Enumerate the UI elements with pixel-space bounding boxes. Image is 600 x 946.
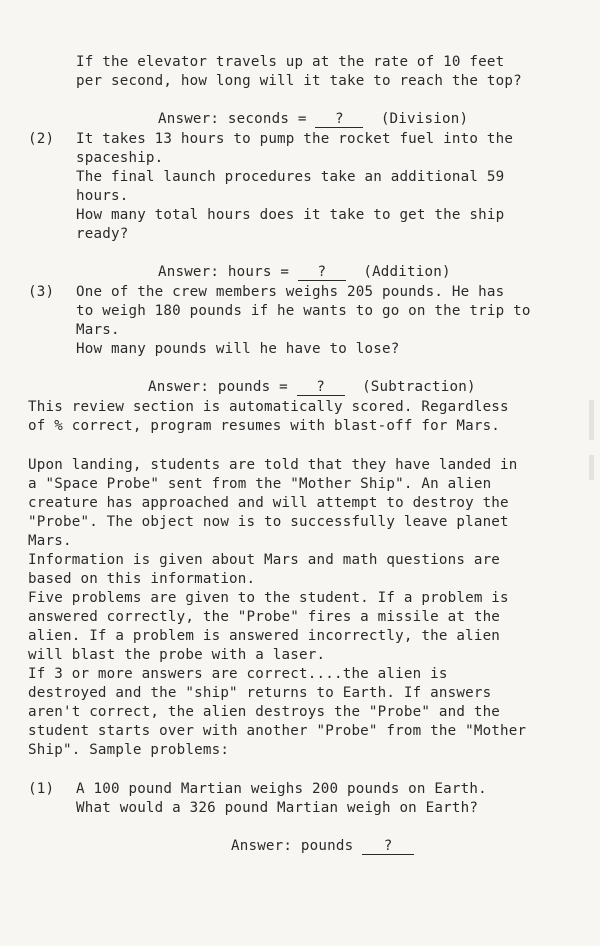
q2-text-line: It takes 13 hours to pump the rocket fuel into the bbox=[76, 131, 514, 147]
sample1-number: (1) bbox=[28, 781, 55, 797]
q2-text-line: How many total hours does it take to get the ship bbox=[76, 207, 505, 223]
spacer bbox=[346, 264, 363, 280]
answer-prefix: Answer: pounds = bbox=[147, 379, 297, 396]
answer-operation: (Subtraction) bbox=[362, 379, 476, 396]
answer-blank: ? bbox=[298, 264, 346, 281]
answer-blank: ? bbox=[362, 838, 414, 855]
q1-text-line: If the elevator travels up at the rate of 10 feet bbox=[76, 54, 505, 70]
page-edge-mark bbox=[589, 400, 594, 440]
q2-number: (2) bbox=[28, 131, 55, 147]
landing-text-line: alien. If a problem is answered incorrectly, the alien bbox=[28, 628, 501, 644]
sample1-answer-line bbox=[196, 818, 414, 876]
answer-prefix: Answer: pounds bbox=[230, 838, 363, 855]
sample1-text-line: A 100 pound Martian weighs 200 pounds on Earth. bbox=[76, 781, 487, 797]
review-text-line: of % correct, program resumes with blast-off for Mars. bbox=[28, 418, 501, 434]
landing-text-line: "Probe". The object now is to successfully leave planet bbox=[28, 514, 509, 530]
q3-text-line: How many pounds will he have to lose? bbox=[76, 341, 400, 357]
answer-operation: (Division) bbox=[380, 111, 469, 128]
spacer bbox=[345, 379, 362, 395]
landing-text-line: will blast the probe with a laser. bbox=[28, 647, 326, 663]
q3-text-line: Mars. bbox=[76, 322, 120, 338]
q3-text-line: One of the crew members weighs 205 pounds. He has bbox=[76, 284, 505, 300]
landing-text-line: a "Space Probe" sent from the "Mother Ship". An alien bbox=[28, 476, 492, 492]
spacer bbox=[363, 111, 380, 127]
landing-text-line: creature has approached and will attempt to destroy the bbox=[28, 495, 509, 511]
q2-text-line: The final launch procedures take an additional 59 bbox=[76, 169, 505, 185]
q2-text-line: hours. bbox=[76, 188, 129, 204]
page-edge-mark bbox=[589, 455, 594, 480]
landing-text-line: Information is given about Mars and math questions are bbox=[28, 552, 501, 568]
q3-number: (3) bbox=[28, 284, 55, 300]
answer-prefix: Answer: seconds = bbox=[157, 111, 316, 128]
review-text-line: This review section is automatically scored. Regardless bbox=[28, 399, 509, 415]
landing-text-line: destroyed and the "ship" returns to Earth. If answers bbox=[28, 685, 492, 701]
landing-text-line: Ship". Sample problems: bbox=[28, 742, 230, 758]
landing-text-line: Mars. bbox=[28, 533, 72, 549]
landing-text-line: aren't correct, the alien destroys the "Probe" and the bbox=[28, 704, 501, 720]
landing-text-line: Five problems are given to the student. If a problem is bbox=[28, 590, 509, 606]
landing-text-line: student starts over with another "Probe" from the "Mother bbox=[28, 723, 527, 739]
q1-text-line: per second, how long will it take to reach the top? bbox=[76, 73, 522, 89]
answer-prefix: Answer: hours = bbox=[157, 264, 298, 281]
answer-operation: (Addition) bbox=[363, 264, 451, 281]
landing-text-line: If 3 or more answers are correct....the alien is bbox=[28, 666, 448, 682]
landing-text-line: based on this information. bbox=[28, 571, 256, 587]
q2-text-line: ready? bbox=[76, 226, 129, 242]
q2-text-line: spaceship. bbox=[76, 150, 164, 166]
answer-blank: ? bbox=[315, 111, 363, 128]
q3-text-line: to weigh 180 pounds if he wants to go on the trip to bbox=[76, 303, 531, 319]
answer-blank: ? bbox=[297, 379, 345, 396]
landing-text-line: answered correctly, the "Probe" fires a missile at the bbox=[28, 609, 501, 625]
sample1-text-line: What would a 326 pound Martian weigh on Earth? bbox=[76, 800, 479, 816]
landing-text-line: Upon landing, students are told that they have landed in bbox=[28, 457, 518, 473]
